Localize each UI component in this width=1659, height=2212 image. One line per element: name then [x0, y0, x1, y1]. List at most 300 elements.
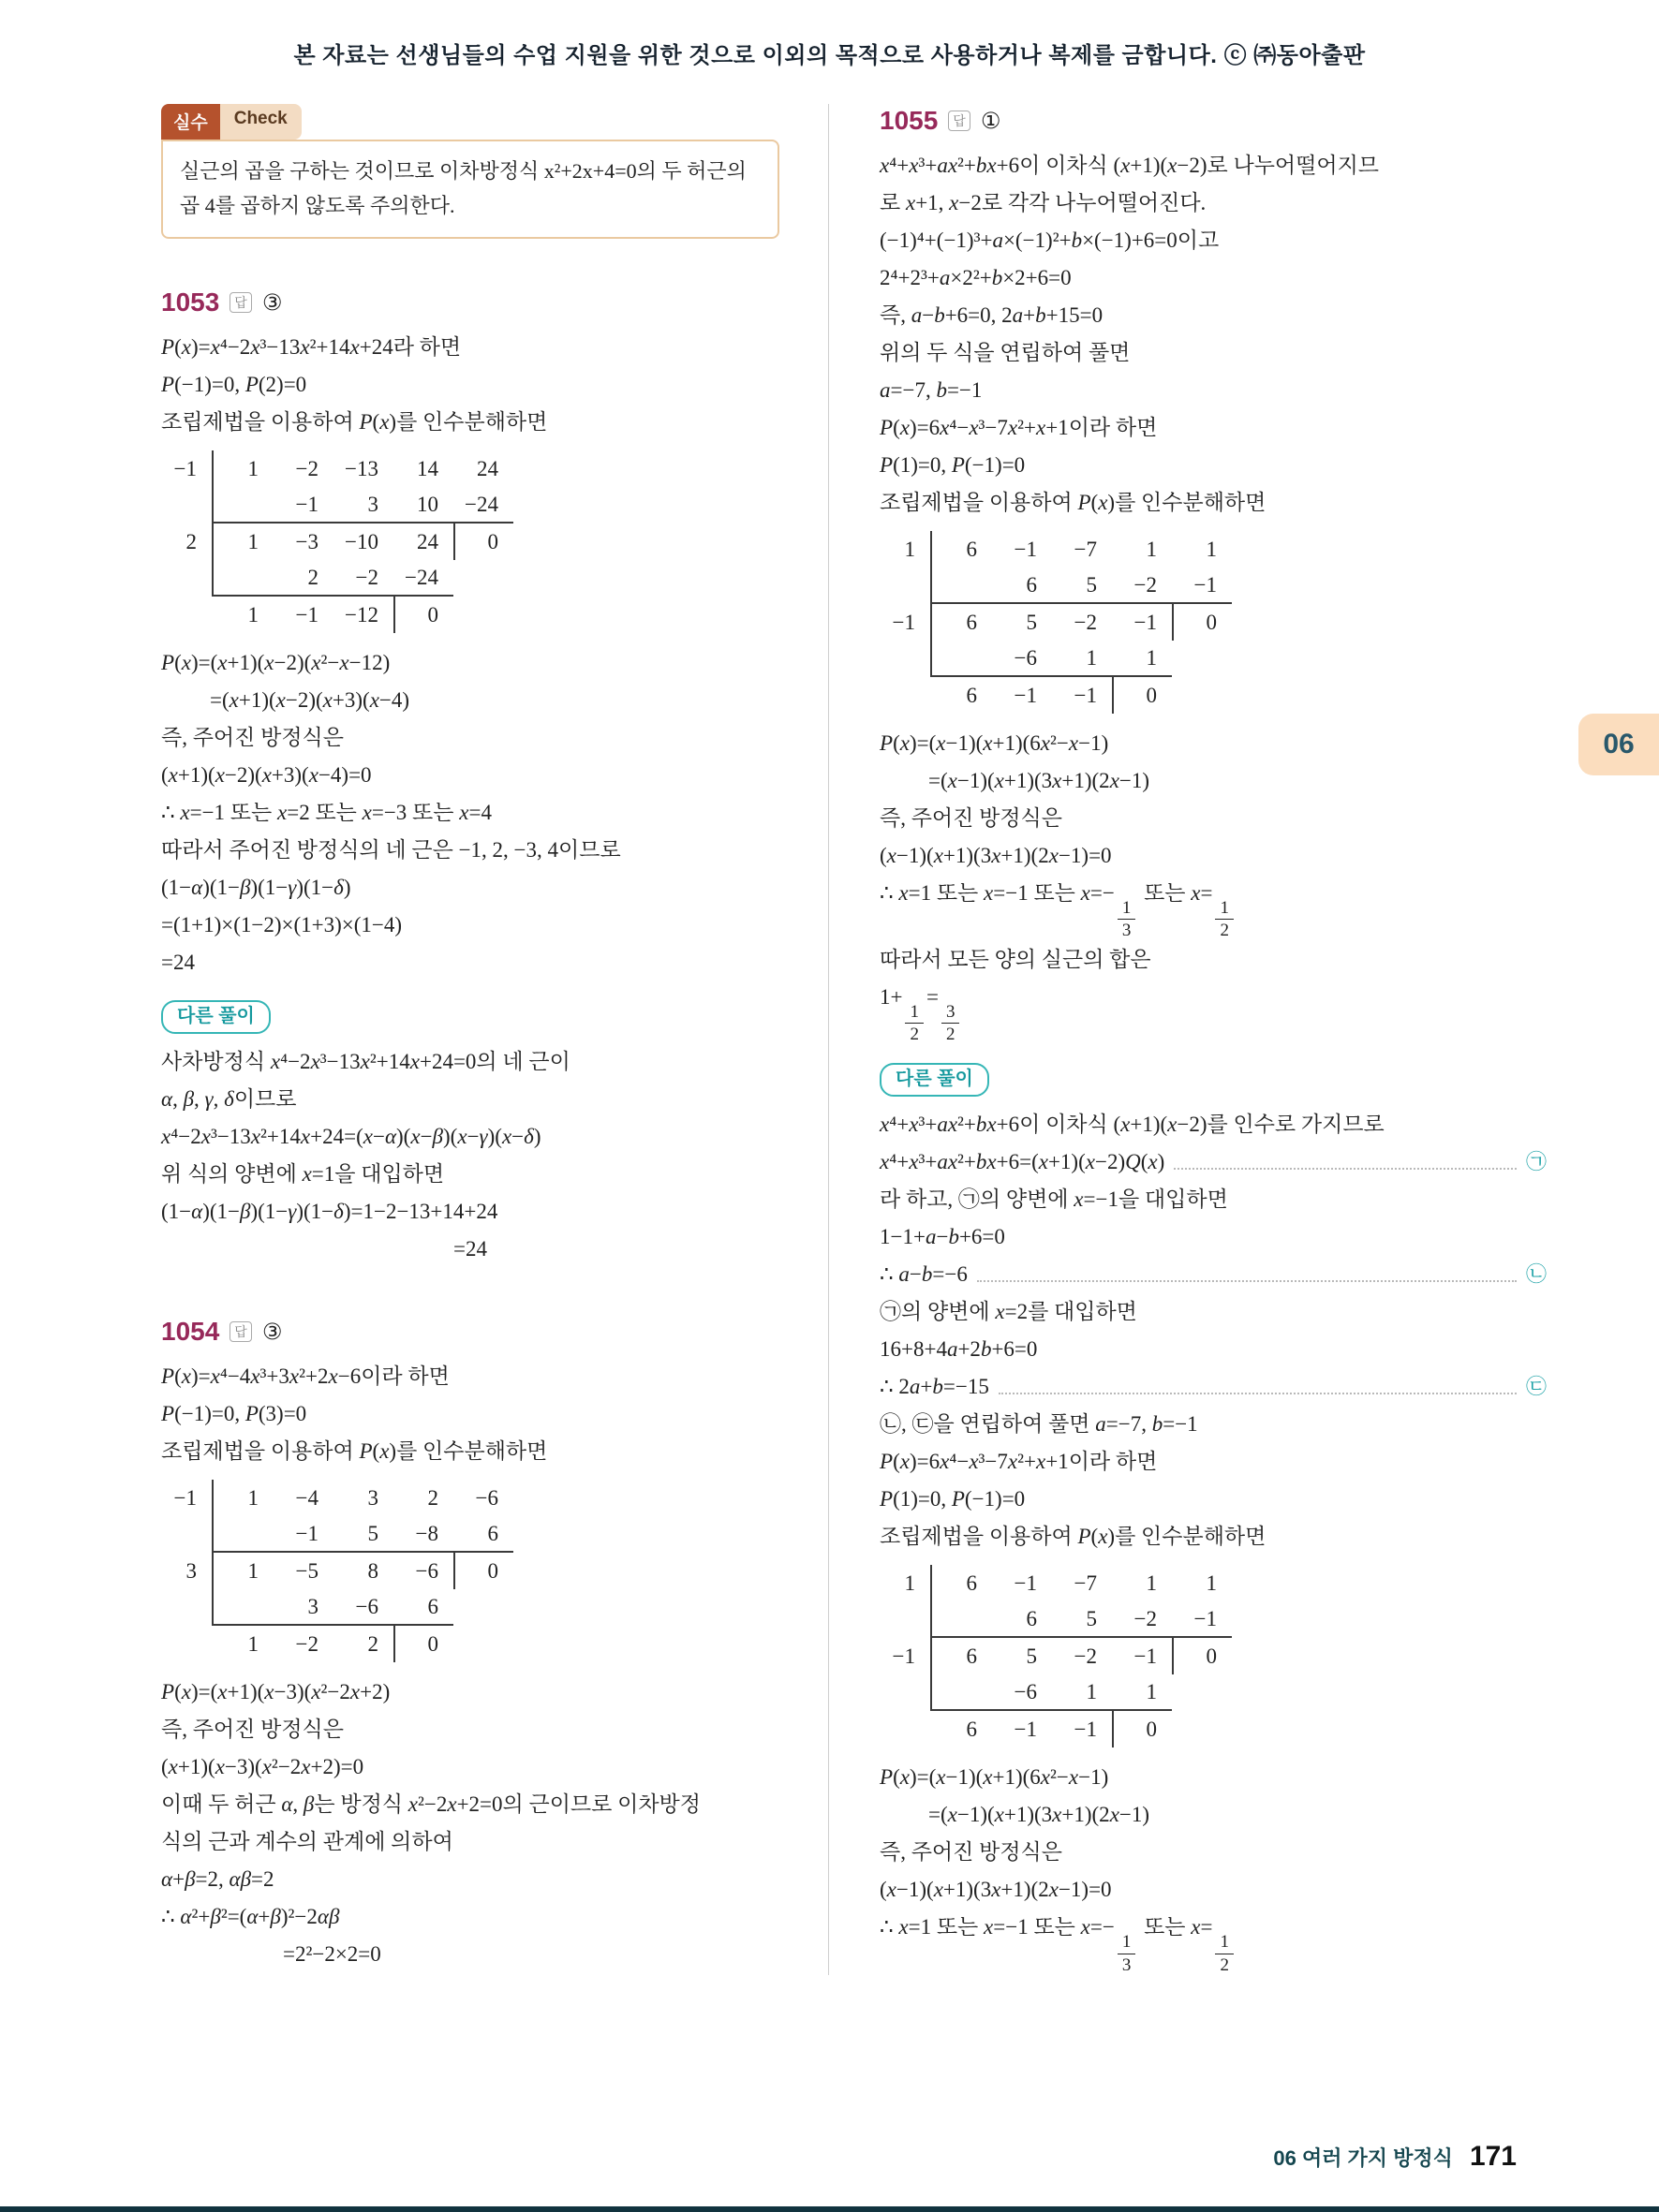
- left-solutions: [161, 288, 783, 1973]
- math-variable: β: [185, 1867, 196, 1892]
- math-variable: b: [1151, 1412, 1163, 1437]
- math-variable: x: [1040, 1765, 1050, 1790]
- math-variable: ax: [937, 154, 958, 178]
- synthetic-division-cell: [163, 1516, 214, 1553]
- math-variable: x: [339, 651, 349, 675]
- math-variable: x: [300, 335, 310, 360]
- synthetic-division-cell: 24: [417, 529, 438, 553]
- fraction: $\frac{1}{2}$: [905, 1002, 924, 1045]
- problem-heading: [880, 106, 1547, 136]
- equation-marker: ㉠: [1525, 1150, 1547, 1174]
- math-variable: x: [1120, 154, 1131, 178]
- fraction: $\frac{1}{2}$: [1215, 1932, 1234, 1975]
- fraction: $\frac{1}{3}$: [1118, 1932, 1136, 1975]
- math-variable: x: [409, 1050, 420, 1074]
- math-variable: x: [457, 1125, 467, 1149]
- math-variable: b: [932, 1375, 943, 1399]
- math-variable: α: [180, 1905, 192, 1929]
- solution-line: P(x)=x⁴−2x³−13x²+14x+24라 하면: [161, 335, 462, 360]
- math-variable: x: [275, 688, 286, 713]
- synthetic-division-cell: [453, 1589, 513, 1626]
- solution-line: ∴ x=1 또는 x=−1 또는 x=− $\frac{1}{3}$ 또는 x= $\frac{1}{2}$: [880, 875, 1547, 941]
- content-area: [0, 70, 1659, 1975]
- solution-line: P(1)=0, P(−1)=0: [880, 453, 1026, 478]
- math-variable: a: [909, 1375, 921, 1399]
- page-header: [0, 0, 1659, 70]
- synthetic-division-cell: 6: [966, 1717, 977, 1741]
- solution-line: 위의 두 식을 연립하여 풀면: [880, 341, 1131, 365]
- math-variable: x: [289, 1364, 300, 1389]
- synthetic-division-cell: [881, 1711, 932, 1747]
- dotted-leader: [977, 1280, 1517, 1282]
- math-variable: x: [1098, 491, 1108, 515]
- synthetic-division-cell: [881, 1674, 932, 1711]
- synthetic-division-cell: 6: [453, 1516, 513, 1553]
- solution-line: 조립제법을 이용하여 P(x)를 인수분해하면: [880, 491, 1266, 515]
- solution-line: =24: [453, 1237, 487, 1261]
- math-variable: β: [432, 1125, 444, 1149]
- check-badge-label: 실수: [161, 104, 220, 140]
- math-variable: x: [261, 763, 272, 788]
- solution-line: P(x)=6x⁴−x³−7x²+x+1이라 하면: [880, 1450, 1158, 1474]
- math-variable: P: [359, 410, 373, 435]
- synthetic-division-cell: [163, 487, 214, 524]
- synthetic-division-cell: [214, 1516, 274, 1553]
- solution-line: ㉡, ㉢을 연립하여 풀면 a=−7, b=−1: [880, 1412, 1198, 1437]
- check-badge-sublabel: Check: [220, 104, 302, 140]
- math-variable: P: [161, 1402, 175, 1426]
- math-variable: a: [911, 303, 923, 328]
- math-variable: x: [161, 1125, 171, 1149]
- synthetic-division-cell: 2: [367, 1631, 378, 1656]
- synthetic-division-cell: 1: [1146, 1571, 1157, 1595]
- synthetic-division-cell: 1: [1146, 537, 1157, 561]
- math-variable: b: [980, 1337, 992, 1362]
- answer-value: ①: [980, 108, 1001, 134]
- solution-line: α+β=2, αβ=2: [161, 1867, 274, 1892]
- synthetic-division-cell: 6: [966, 1644, 977, 1668]
- math-variable: x: [310, 1050, 320, 1074]
- math-variable: x: [360, 1050, 370, 1074]
- equation-marker: ㉡: [1525, 1262, 1547, 1287]
- synthetic-division-cell: 3: [163, 1553, 214, 1589]
- math-variable: x: [363, 1125, 373, 1149]
- math-variable: ax: [937, 1150, 958, 1174]
- math-variable: a: [946, 1337, 958, 1362]
- math-variable: α: [161, 1867, 173, 1892]
- math-variable: x: [300, 1125, 311, 1149]
- math-variable: x: [933, 844, 943, 868]
- math-variable: x: [180, 801, 190, 825]
- synthetic-division-cell: −24: [393, 560, 453, 597]
- math-variable: x: [407, 1792, 418, 1817]
- synthetic-division-cell: [163, 597, 214, 633]
- solution-line: =(x−1)(x+1)(3x+1)(2x−1): [928, 1803, 1150, 1827]
- math-variable: a: [898, 1262, 910, 1287]
- synthetic-division-cell: 1: [1206, 1571, 1217, 1595]
- synthetic-division-cell: 0: [1112, 677, 1172, 714]
- synthetic-division-cell: 0: [393, 597, 453, 633]
- synthetic-division-cell: [1172, 641, 1232, 677]
- synthetic-division-cell: 1: [247, 529, 259, 553]
- answer-icon: 답: [230, 292, 252, 313]
- synthetic-division-cell: 6: [992, 568, 1052, 604]
- synthetic-division-cell: −5: [295, 1558, 318, 1583]
- solution-line: a=−7, b=−1: [880, 378, 983, 403]
- synthetic-division-cell: −24: [453, 487, 513, 524]
- solution-line: P(x)=x⁴−4x³+3x²+2x−6이라 하면: [161, 1364, 450, 1389]
- math-variable: x: [362, 801, 372, 825]
- math-variable: x: [1074, 1187, 1084, 1212]
- solution-line: 2⁴+2³+a×2²+b×2+6=0: [880, 266, 1072, 290]
- synthetic-division-cell: 6: [966, 537, 977, 561]
- synthetic-division-cell: 1: [1052, 1674, 1112, 1711]
- answer-icon: 답: [948, 111, 970, 131]
- solution-line: ㉠의 양변에 x=2를 대입하면: [880, 1300, 1137, 1324]
- math-variable: x: [217, 1680, 228, 1704]
- math-variable: x: [899, 731, 910, 756]
- math-variable: x: [947, 769, 957, 793]
- synthetic-division-cell: −8: [393, 1516, 453, 1553]
- math-variable: x: [308, 763, 318, 788]
- math-variable: x: [886, 1878, 896, 1902]
- synthetic-division-cell: 1: [1112, 1674, 1172, 1711]
- math-variable: γ: [288, 1200, 297, 1224]
- math-variable: a: [925, 1225, 937, 1249]
- math-variable: x: [1085, 1150, 1095, 1174]
- math-variable: x: [311, 1680, 321, 1704]
- math-variable: x: [936, 731, 946, 756]
- math-variable: x: [1080, 881, 1090, 906]
- math-variable: x: [215, 1755, 225, 1779]
- synthetic-division-cell: −1: [274, 1516, 333, 1553]
- synthetic-division-cell: −1: [1172, 568, 1232, 604]
- math-variable: P: [880, 453, 894, 478]
- math-variable: x: [181, 1680, 191, 1704]
- problem-heading: [161, 1317, 783, 1347]
- synthetic-division-cell: [881, 568, 932, 604]
- synthetic-division-cell: [881, 641, 932, 677]
- solution-line: 라 하고, ㉠의 양변에 x=−1을 대입하면: [880, 1187, 1228, 1212]
- math-variable: x: [1038, 1150, 1048, 1174]
- math-variable: x: [181, 335, 191, 360]
- synthetic-division-cell: 1: [247, 1485, 259, 1510]
- math-variable: x: [984, 1915, 994, 1939]
- synthetic-division-cell: 5: [1052, 568, 1112, 604]
- math-variable: x: [311, 651, 321, 675]
- left-column: [161, 104, 828, 1975]
- synthetic-division-cell: 10: [393, 487, 453, 524]
- solution-line: (x+1)(x−2)(x+3)(x−4)=0: [161, 763, 372, 788]
- math-variable: x: [1036, 416, 1046, 440]
- math-variable: x: [349, 335, 360, 360]
- alternative-solution-section: [880, 1063, 1547, 1097]
- math-variable: x: [936, 1765, 946, 1790]
- math-variable: x: [1109, 1803, 1119, 1827]
- synthetic-division-cell: −2: [1074, 1644, 1097, 1668]
- synthetic-division-cell: 1: [247, 456, 259, 480]
- solution-line: α, β, γ, δ이므로: [161, 1087, 297, 1112]
- synthetic-division-cell: −7: [1074, 537, 1097, 561]
- math-variable: x: [181, 1364, 191, 1389]
- math-variable: x: [1007, 416, 1018, 440]
- math-variable: x: [379, 1439, 390, 1464]
- math-variable: x: [261, 1755, 272, 1779]
- math-variable: x: [328, 1364, 338, 1389]
- math-variable: x: [1109, 769, 1119, 793]
- synthetic-division-cell: 6: [992, 1601, 1052, 1638]
- math-variable: x: [379, 410, 390, 435]
- synthetic-division-cell: −1: [881, 1638, 932, 1674]
- solution-line-dotted: [880, 1143, 1547, 1181]
- synthetic-division-cell: −6: [475, 1485, 498, 1510]
- math-variable: x: [1167, 1113, 1178, 1137]
- math-variable: ax: [937, 1113, 958, 1137]
- solution-line: 식의 근과 계수의 관계에 의하여: [161, 1830, 453, 1854]
- math-variable: x: [899, 1765, 910, 1790]
- synthetic-division-cell: −2: [333, 560, 393, 597]
- solution-line: (x−1)(x+1)(3x+1)(2x−1)=0: [880, 844, 1112, 868]
- math-variable: bx: [975, 154, 997, 178]
- math-variable: x: [949, 191, 959, 215]
- synthetic-division-cell: [932, 1601, 992, 1638]
- synthetic-division-cell: −6: [992, 641, 1052, 677]
- solution-line: 즉, 주어진 방정식은: [161, 726, 344, 750]
- math-variable: x: [984, 881, 994, 906]
- math-variable: P: [161, 1364, 175, 1389]
- fraction: $\frac{3}{2}$: [941, 1002, 960, 1045]
- math-variable: P: [1077, 491, 1091, 515]
- math-variable: x: [991, 1878, 1001, 1902]
- synthetic-division-cell: [881, 1601, 932, 1638]
- math-variable: β: [210, 1905, 221, 1929]
- solution-line: x⁴−2x³−13x²+14x+24=(x−α)(x−β)(x−γ)(x−δ): [161, 1125, 541, 1149]
- solution-line: (−1)⁴+(−1)³+a×(−1)²+b×(−1)+6=0이고: [880, 229, 1220, 253]
- math-variable: γ: [204, 1087, 214, 1112]
- synthetic-division-cell: 1: [247, 1631, 259, 1656]
- math-variable: x: [886, 844, 896, 868]
- math-variable: x: [991, 844, 1001, 868]
- synthetic-division-cell: 2: [274, 560, 333, 597]
- check-note-box: [161, 140, 779, 239]
- answer-value: ③: [261, 1319, 283, 1345]
- math-variable: x: [1080, 1915, 1090, 1939]
- math-variable: x: [459, 801, 469, 825]
- problem-heading: [161, 288, 783, 317]
- math-variable: P: [880, 1487, 894, 1512]
- synthetic-division-cell: −3: [295, 529, 318, 553]
- synthetic-division-table: [163, 1480, 783, 1662]
- synthetic-division-cell: −1: [1172, 1601, 1232, 1638]
- math-variable: x: [940, 416, 950, 440]
- synthetic-division-cell: −7: [1074, 1571, 1097, 1595]
- synthetic-division-cell: 6: [393, 1589, 453, 1626]
- math-variable: α: [246, 1905, 259, 1929]
- math-variable: b: [936, 378, 947, 403]
- math-variable: αβ: [229, 1867, 252, 1892]
- synthetic-division-cell: −1: [274, 487, 333, 524]
- math-variable: δ: [333, 876, 344, 900]
- math-variable: γ: [288, 876, 297, 900]
- math-variable: x: [301, 1755, 311, 1779]
- synthetic-division-cell: −1: [295, 602, 318, 627]
- synthetic-division-cell: −1: [1133, 610, 1157, 634]
- synthetic-division-cell: 1: [1112, 641, 1172, 677]
- math-variable: x: [1007, 1450, 1018, 1474]
- footer-chapter-title: 06 여러 가지 방정식: [1273, 2146, 1453, 2170]
- solution-line: 따라서 주어진 방정식의 네 근은 −1, 2, −3, 4이므로: [161, 838, 621, 863]
- math-variable: x: [994, 769, 1004, 793]
- math-variable: x: [969, 416, 979, 440]
- synthetic-division-cell: 14: [417, 456, 438, 480]
- solution-line: (x+1)(x−3)(x²−2x+2)=0: [161, 1755, 364, 1779]
- math-variable: x: [1191, 881, 1201, 906]
- math-variable: x: [200, 1125, 211, 1149]
- math-variable: x: [250, 1125, 261, 1149]
- synthetic-division-cell: −12: [345, 602, 378, 627]
- solution-line: P(x)=(x+1)(x−3)(x²−2x+2): [161, 1680, 391, 1704]
- math-variable: P: [880, 731, 894, 756]
- synthetic-division-cell: [881, 677, 932, 714]
- math-variable: x: [1120, 1113, 1131, 1137]
- math-variable: x: [1068, 1765, 1079, 1790]
- math-variable: x: [250, 335, 260, 360]
- synthetic-division-cell: [1172, 1711, 1232, 1747]
- synthetic-division-cell: −1: [163, 1480, 214, 1516]
- solution-line: P(x)=6x⁴−x³−7x²+x+1이라 하면: [880, 416, 1158, 440]
- chapter-side-tab: [1578, 714, 1659, 775]
- math-variable: α: [281, 1792, 293, 1817]
- synthetic-division-cell: −1: [1133, 1644, 1157, 1668]
- solution-line-dotted: [880, 1256, 1547, 1293]
- synthetic-division-cell: −6: [333, 1589, 393, 1626]
- solution-line: 사차방정식 x⁴−2x³−13x²+14x+24=0의 네 근이: [161, 1050, 570, 1074]
- chapter-tab-number: 06: [1603, 729, 1635, 759]
- alternative-solution-section: [161, 1000, 783, 1034]
- synthetic-division-cell: −1: [1074, 683, 1097, 707]
- synthetic-division-cell: −1: [1074, 1717, 1097, 1741]
- math-variable: b: [934, 303, 945, 328]
- dotted-line-text: x⁴+x³+ax²+bx+6=(x+1)(x−2)Q(x): [880, 1150, 1165, 1174]
- math-variable: x: [1052, 1803, 1062, 1827]
- footer-page-number: 171: [1469, 2141, 1517, 2172]
- synthetic-division-cell: [932, 1674, 992, 1711]
- page-footer: [1273, 2141, 1517, 2173]
- problem-number: 1053: [161, 288, 220, 317]
- math-variable: δ: [333, 1200, 344, 1224]
- synthetic-division-cell: 1: [247, 602, 259, 627]
- math-variable: x: [909, 1113, 919, 1137]
- solution-line: =2²−2×2=0: [283, 1942, 381, 1967]
- solution-line: x⁴+x³+ax²+bx+6이 이차식 (x+1)(x−2)로 나누어떨어지므: [880, 154, 1379, 178]
- math-variable: x: [899, 1450, 910, 1474]
- synthetic-division-cell: 6: [966, 1571, 977, 1595]
- synthetic-division-cell: [214, 560, 274, 597]
- solution-line: P(x)=(x−1)(x+1)(6x²−x−1): [880, 731, 1109, 756]
- math-variable: x: [264, 651, 274, 675]
- right-solutions: [880, 106, 1547, 1975]
- synthetic-division-cell: 0: [1172, 604, 1232, 641]
- math-variable: b: [948, 1225, 959, 1249]
- math-variable: x: [898, 881, 909, 906]
- synthetic-division-cell: 2: [427, 1485, 438, 1510]
- math-variable: Q: [1125, 1150, 1141, 1174]
- solution-line: 이때 두 허근 α, β는 방정식 x²−2x+2=0의 근이므로 이차방정: [161, 1792, 701, 1817]
- bottom-rule: [0, 2206, 1659, 2212]
- synthetic-division-cell: −1: [1014, 1717, 1037, 1741]
- math-variable: β: [303, 1792, 315, 1817]
- math-variable: α: [384, 1125, 397, 1149]
- synthetic-division-cell: −2: [295, 1631, 318, 1656]
- math-variable: β: [270, 1905, 281, 1929]
- solution-line: ∴ x=1 또는 x=−1 또는 x=− $\frac{1}{3}$ 또는 x= $\frac{1}{2}$: [880, 1909, 1547, 1975]
- math-variable: x: [880, 1150, 890, 1174]
- synthetic-division-cell: 1: [1052, 641, 1112, 677]
- math-variable: P: [951, 1487, 965, 1512]
- problem-number: 1054: [161, 1317, 220, 1347]
- math-variable: x: [264, 1680, 274, 1704]
- math-variable: x: [210, 1364, 220, 1389]
- math-variable: x: [898, 1915, 909, 1939]
- synthetic-division-cell: 1: [881, 1565, 932, 1601]
- synthetic-division-cell: 1: [881, 531, 932, 568]
- solution-line: =24: [161, 951, 195, 975]
- synthetic-division-cell: 0: [1112, 1711, 1172, 1747]
- check-badge: [161, 104, 302, 140]
- synthetic-division-cell: 24: [477, 456, 498, 480]
- math-variable: x: [168, 763, 178, 788]
- math-variable: x: [909, 1150, 919, 1174]
- solution-line: 16+8+4a+2b+6=0: [880, 1337, 1038, 1362]
- math-variable: x: [899, 416, 910, 440]
- math-variable: P: [880, 1450, 894, 1474]
- math-variable: γ: [479, 1125, 488, 1149]
- math-variable: x: [1148, 1150, 1158, 1174]
- synthetic-division-cell: 5: [333, 1516, 393, 1553]
- solution-line: 1+ $\frac{1}{2}$ = $\frac{3}{2}$: [880, 979, 1547, 1045]
- math-variable: x: [215, 763, 225, 788]
- math-variable: α: [161, 1087, 173, 1112]
- math-variable: x: [349, 1680, 361, 1704]
- math-variable: bx: [975, 1150, 997, 1174]
- solution-line: =(1+1)×(1−2)×(1+3)×(1−4): [161, 913, 403, 937]
- math-variable: x: [322, 688, 333, 713]
- synthetic-division-cell: [163, 560, 214, 597]
- math-variable: P: [1077, 1525, 1091, 1549]
- synthetic-division-cell: [1172, 677, 1232, 714]
- copyright-notice: 본 자료는 선생님들의 수업 지원을 위한 것으로 이외의 목적으로 사용하거나 복제를 금합니다. ⓒ ㈜동아출판: [293, 43, 1366, 68]
- synthetic-division-cell: 5: [1052, 1601, 1112, 1638]
- solution-line: (1−α)(1−β)(1−γ)(1−δ): [161, 876, 351, 900]
- synthetic-division-cell: −6: [992, 1674, 1052, 1711]
- equation-marker: ㉢: [1525, 1375, 1547, 1399]
- synthetic-division-cell: −6: [415, 1558, 438, 1583]
- solution-line: ∴ x=−1 또는 x=2 또는 x=−3 또는 x=4: [161, 801, 492, 825]
- math-variable: αβ: [317, 1905, 340, 1929]
- math-variable: P: [244, 1402, 259, 1426]
- synthetic-division-cell: [163, 1626, 214, 1662]
- synthetic-division-cell: 1: [247, 1558, 259, 1583]
- alternative-solution-badge: 다른 풀이: [161, 1000, 271, 1034]
- solution-line: ∴ α²+β²=(α+β)²−2αβ: [161, 1905, 340, 1929]
- solution-line: P(−1)=0, P(3)=0: [161, 1402, 307, 1426]
- math-variable: x: [1191, 1915, 1201, 1939]
- synthetic-division-cell: [1172, 1674, 1232, 1711]
- fraction: $\frac{1}{2}$: [1215, 898, 1234, 941]
- math-variable: b: [991, 266, 1003, 290]
- math-variable: b: [921, 1262, 933, 1287]
- solution-line: =(x+1)(x−2)(x+3)(x−4): [210, 688, 410, 713]
